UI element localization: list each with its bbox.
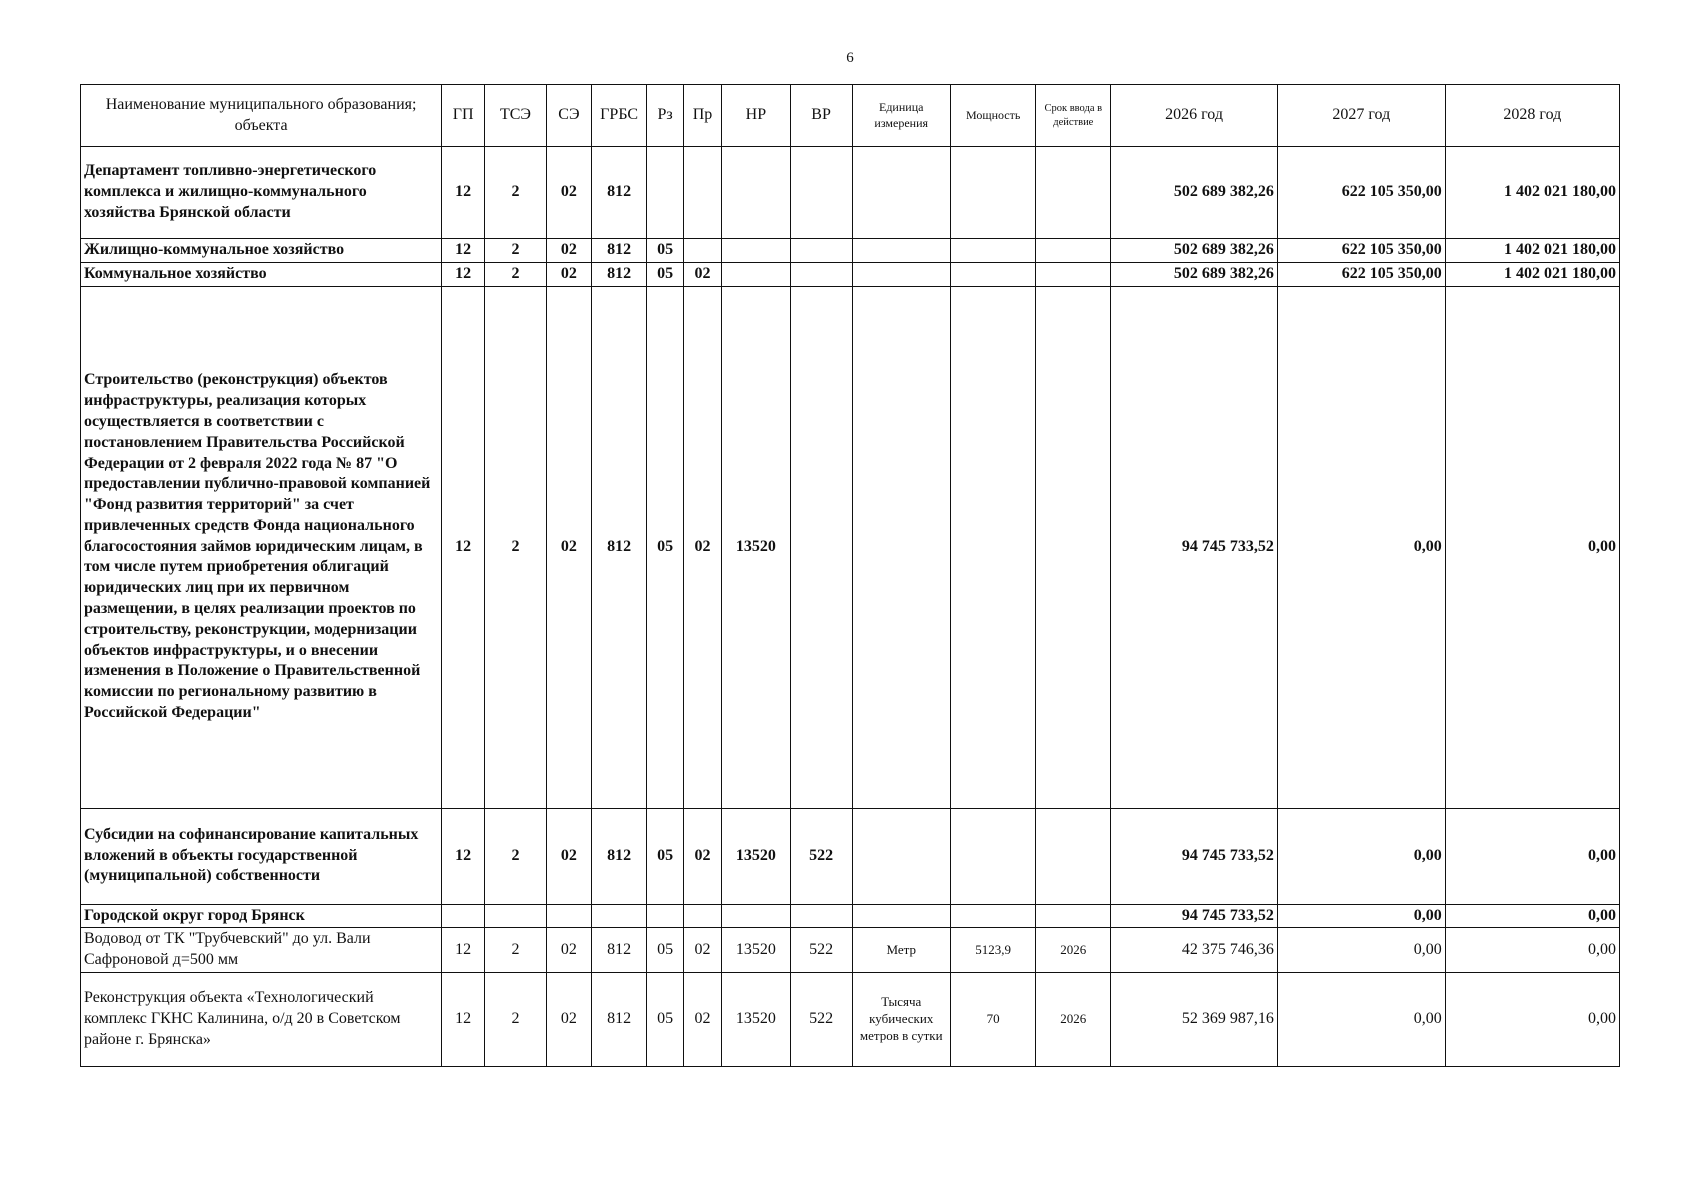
cell-tse: 2 <box>484 808 546 904</box>
cell-term <box>1036 147 1111 239</box>
cell-vr <box>790 239 852 263</box>
cell-2026: 502 689 382,26 <box>1111 262 1278 286</box>
cell-se: 02 <box>546 928 591 973</box>
cell-2027: 622 105 350,00 <box>1277 147 1445 239</box>
cell-se: 02 <box>546 262 591 286</box>
cell-vr: 522 <box>790 808 852 904</box>
cell-capacity <box>950 286 1036 808</box>
cell-term <box>1036 286 1111 808</box>
cell-rz: 05 <box>647 928 683 973</box>
cell-vr <box>790 262 852 286</box>
cell-tse <box>484 904 546 928</box>
cell-capacity: 70 <box>950 972 1036 1066</box>
cell-2026: 94 745 733,52 <box>1111 808 1278 904</box>
cell-vr: 522 <box>790 972 852 1066</box>
cell-pr: 02 <box>683 808 721 904</box>
cell-term <box>1036 262 1111 286</box>
cell-tse: 2 <box>484 972 546 1066</box>
cell-se: 02 <box>546 808 591 904</box>
cell-grbs <box>591 904 647 928</box>
cell-2026: 502 689 382,26 <box>1111 147 1278 239</box>
cell-capacity <box>950 239 1036 263</box>
cell-pr: 02 <box>683 286 721 808</box>
cell-nr <box>722 904 790 928</box>
cell-2028: 0,00 <box>1445 904 1619 928</box>
header-row <box>81 85 1620 147</box>
cell-grbs: 812 <box>591 808 647 904</box>
cell-nr: 13520 <box>722 928 790 973</box>
cell-2028: 0,00 <box>1445 808 1619 904</box>
header-gp: ГП <box>442 85 485 147</box>
cell-gp <box>442 904 485 928</box>
cell-term: 2026 <box>1036 928 1111 973</box>
table-row <box>81 904 1620 928</box>
header-2028: 2028 год <box>1445 85 1619 147</box>
cell-se <box>546 904 591 928</box>
cell-rz: 05 <box>647 286 683 808</box>
cell-capacity <box>950 147 1036 239</box>
cell-rz <box>647 147 683 239</box>
cell-grbs: 812 <box>591 262 647 286</box>
cell-tse: 2 <box>484 239 546 263</box>
header-pr: Пр <box>683 85 721 147</box>
cell-term <box>1036 904 1111 928</box>
cell-2027: 622 105 350,00 <box>1277 239 1445 263</box>
cell-unit <box>852 262 950 286</box>
page-number: 6 <box>846 50 854 66</box>
table-row <box>81 239 1620 263</box>
row-name: Департамент топливно-энергетического комплекса и жилищно-коммунального хозяйства Брянской области <box>81 147 442 239</box>
cell-se: 02 <box>546 286 591 808</box>
header-vr: ВР <box>790 85 852 147</box>
cell-term <box>1036 239 1111 263</box>
cell-unit <box>852 239 950 263</box>
header-2027: 2027 год <box>1277 85 1445 147</box>
cell-pr <box>683 904 721 928</box>
cell-grbs: 812 <box>591 972 647 1066</box>
header-rz: Рз <box>647 85 683 147</box>
cell-unit <box>852 904 950 928</box>
cell-unit <box>852 286 950 808</box>
cell-pr <box>683 239 721 263</box>
row-name: Субсидии на софинансирование капитальных вложений в объекты государственной (муниципальной) собственности <box>81 808 442 904</box>
cell-2026: 94 745 733,52 <box>1111 904 1278 928</box>
cell-2028: 1 402 021 180,00 <box>1445 262 1619 286</box>
cell-capacity <box>950 904 1036 928</box>
header-term: Срок ввода в действие <box>1036 85 1111 147</box>
table-row <box>81 286 1620 808</box>
cell-2028: 1 402 021 180,00 <box>1445 239 1619 263</box>
cell-vr: 522 <box>790 928 852 973</box>
cell-2026: 94 745 733,52 <box>1111 286 1278 808</box>
cell-grbs: 812 <box>591 239 647 263</box>
cell-2028: 1 402 021 180,00 <box>1445 147 1619 239</box>
cell-pr: 02 <box>683 262 721 286</box>
cell-2028: 0,00 <box>1445 928 1619 973</box>
cell-gp: 12 <box>442 239 485 263</box>
cell-2026: 502 689 382,26 <box>1111 239 1278 263</box>
cell-se: 02 <box>546 972 591 1066</box>
cell-capacity <box>950 808 1036 904</box>
cell-grbs: 812 <box>591 147 647 239</box>
table-row <box>81 262 1620 286</box>
header-name: Наименование муниципального образования; объекта <box>81 85 442 147</box>
header-2026: 2026 год <box>1111 85 1278 147</box>
cell-capacity: 5123,9 <box>950 928 1036 973</box>
cell-2028: 0,00 <box>1445 972 1619 1066</box>
cell-gp: 12 <box>442 928 485 973</box>
cell-nr <box>722 239 790 263</box>
table-row <box>81 972 1620 1066</box>
cell-rz: 05 <box>647 808 683 904</box>
cell-se: 02 <box>546 147 591 239</box>
cell-gp: 12 <box>442 147 485 239</box>
cell-nr <box>722 262 790 286</box>
table-row <box>81 147 1620 239</box>
cell-rz: 05 <box>647 972 683 1066</box>
cell-se: 02 <box>546 239 591 263</box>
cell-unit <box>852 808 950 904</box>
cell-2027: 0,00 <box>1277 808 1445 904</box>
header-unit: Единица измерения <box>852 85 950 147</box>
cell-pr: 02 <box>683 928 721 973</box>
row-name: Жилищно-коммунальное хозяйство <box>81 239 442 263</box>
cell-2027: 0,00 <box>1277 972 1445 1066</box>
cell-nr <box>722 147 790 239</box>
cell-tse: 2 <box>484 928 546 973</box>
table-row <box>81 808 1620 904</box>
row-name: Водовод от ТК "Трубчевский" до ул. Вали Сафроновой д=500 мм <box>81 928 442 973</box>
row-name: Коммунальное хозяйство <box>81 262 442 286</box>
header-tse: ТСЭ <box>484 85 546 147</box>
cell-term: 2026 <box>1036 972 1111 1066</box>
cell-unit <box>852 147 950 239</box>
cell-nr: 13520 <box>722 286 790 808</box>
header-se: СЭ <box>546 85 591 147</box>
cell-nr: 13520 <box>722 972 790 1066</box>
cell-grbs: 812 <box>591 928 647 973</box>
row-name: Городской округ город Брянск <box>81 904 442 928</box>
row-name: Реконструкция объекта «Технологический комплекс ГКНС Калинина, о/д 20 в Советском районе г. Брянска» <box>81 972 442 1066</box>
cell-grbs: 812 <box>591 286 647 808</box>
cell-rz: 05 <box>647 262 683 286</box>
cell-tse: 2 <box>484 262 546 286</box>
cell-2026: 52 369 987,16 <box>1111 972 1278 1066</box>
cell-unit: Тысяча кубических метров в сутки <box>852 972 950 1066</box>
cell-2026: 42 375 746,36 <box>1111 928 1278 973</box>
cell-term <box>1036 808 1111 904</box>
header-nr: НР <box>722 85 790 147</box>
cell-vr <box>790 147 852 239</box>
cell-rz: 05 <box>647 239 683 263</box>
cell-vr <box>790 286 852 808</box>
table-row <box>81 928 1620 973</box>
cell-2027: 622 105 350,00 <box>1277 262 1445 286</box>
cell-capacity <box>950 262 1036 286</box>
cell-nr: 13520 <box>722 808 790 904</box>
header-capacity: Мощность <box>950 85 1036 147</box>
cell-tse: 2 <box>484 147 546 239</box>
cell-gp: 12 <box>442 808 485 904</box>
cell-2027: 0,00 <box>1277 928 1445 973</box>
cell-gp: 12 <box>442 972 485 1066</box>
cell-2027: 0,00 <box>1277 286 1445 808</box>
budget-table <box>80 84 1620 1067</box>
cell-rz <box>647 904 683 928</box>
row-name: Строительство (реконструкция) объектов инфраструктуры, реализация которых осуществляется в соответствии с постановлением Правительства Российской Федерации от 2 февраля 2022 года № 87 "О предоставлении публично-правовой компанией "Фонд развития территорий" за счет привлеченных средств Фонда национального благосостояния займов юридическим лицам, в том числе путем приобретения облигаций юридических лиц при их первичном размещении, в целях реализации проектов по строительству, реконструкции, модернизации объектов инфраструктуры, и о внесении изменения в Положение о Правительственной комиссии по региональному развитию в Российской Федерации" <box>81 286 442 808</box>
cell-pr <box>683 147 721 239</box>
header-grbs: ГРБС <box>591 85 647 147</box>
cell-pr: 02 <box>683 972 721 1066</box>
cell-tse: 2 <box>484 286 546 808</box>
cell-unit: Метр <box>852 928 950 973</box>
cell-gp: 12 <box>442 262 485 286</box>
cell-gp: 12 <box>442 286 485 808</box>
cell-2027: 0,00 <box>1277 904 1445 928</box>
cell-2028: 0,00 <box>1445 286 1619 808</box>
cell-vr <box>790 904 852 928</box>
